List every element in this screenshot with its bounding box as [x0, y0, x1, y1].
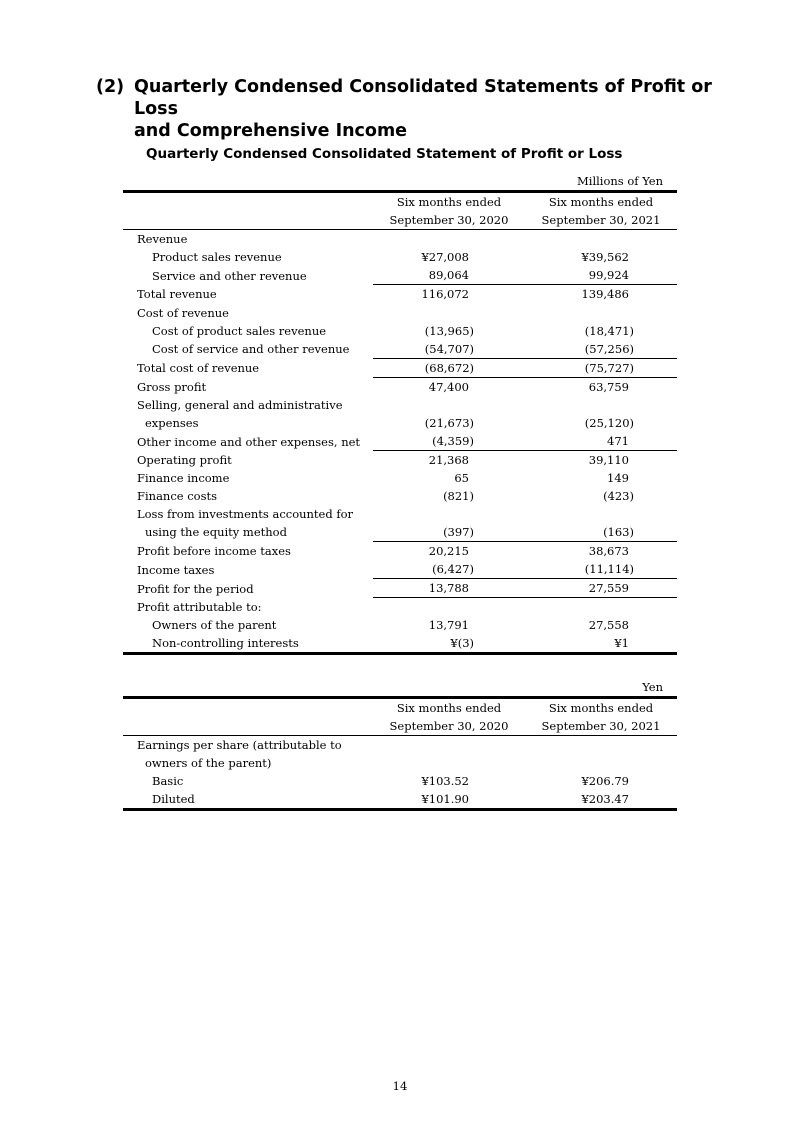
unit-label: Yen: [642, 680, 663, 695]
table-row: Finance costs (821) (423): [137, 489, 634, 504]
table-row: Non-controlling interests ¥(3) ¥1: [123, 634, 677, 654]
column-header-2021: Six months ended September 30, 2021: [525, 192, 677, 230]
table-row: Profit for the period 13,788 27,559: [123, 579, 677, 598]
column-header-2020: Six months ended September 30, 2020: [373, 698, 525, 736]
table-row: Basic ¥103.52 ¥206.79: [152, 774, 629, 789]
table-row: Profit attributable to:: [137, 600, 262, 615]
table-row: Cost of product sales revenue (13,965) (18,471): [152, 323, 634, 338]
table-row: Selling, general and administrative expenses (21,673) (25,120): [137, 397, 634, 430]
table-row: Operating profit 21,368 39,110: [137, 453, 629, 468]
profit-loss-table: [123, 172, 677, 655]
table-row: Other income and other expenses, net (4,359) 471: [123, 432, 677, 451]
page-number: 14: [392, 1079, 408, 1093]
column-header-2020: Six months ended September 30, 2020: [373, 192, 525, 230]
table-row: Total revenue 116,072 139,486: [137, 287, 629, 302]
table-row: Profit before income taxes 20,215 38,673: [137, 543, 629, 558]
table-row: Diluted ¥101.90 ¥203.47: [123, 790, 677, 810]
table-row: Income taxes (6,427) (11,114): [123, 560, 677, 579]
table-row: Total cost of revenue (68,672) (75,727): [123, 358, 677, 377]
table-row: Service and other revenue 89,064 99,924: [123, 266, 677, 285]
table-row: Revenue: [137, 232, 188, 247]
statement-title: Quarterly Condensed Consolidated Statement of Profit or Loss: [146, 146, 623, 162]
unit-row: [123, 678, 677, 698]
unit-row: [123, 172, 677, 192]
table-row: Loss from investments accounted for using the equity method (397) (163): [123, 505, 677, 541]
section-number: (2): [96, 77, 125, 97]
table-row: Gross profit 47,400 63,759: [137, 379, 629, 394]
column-header-row: [123, 698, 677, 736]
table-row: Earnings per share (attributable to owners of the parent): [137, 738, 342, 771]
table-row: Cost of service and other revenue (54,707) (57,256): [123, 340, 677, 359]
table-row: Owners of the parent 13,791 27,558: [152, 618, 629, 633]
column-header-2021: Six months ended September 30, 2021: [525, 698, 677, 736]
table-row: Finance income 65 149: [137, 471, 629, 486]
section-title-line1: Quarterly Condensed Consolidated Statements of Profit or Loss: [134, 77, 712, 119]
eps-table: [123, 678, 677, 811]
section-title-line2: and Comprehensive Income: [134, 121, 408, 141]
column-header-row: [123, 192, 677, 230]
section-title: [134, 76, 714, 142]
unit-label: Millions of Yen: [576, 174, 663, 189]
table-row: Product sales revenue ¥27,008 ¥39,562: [152, 250, 629, 265]
table-row: Cost of revenue: [137, 305, 229, 320]
